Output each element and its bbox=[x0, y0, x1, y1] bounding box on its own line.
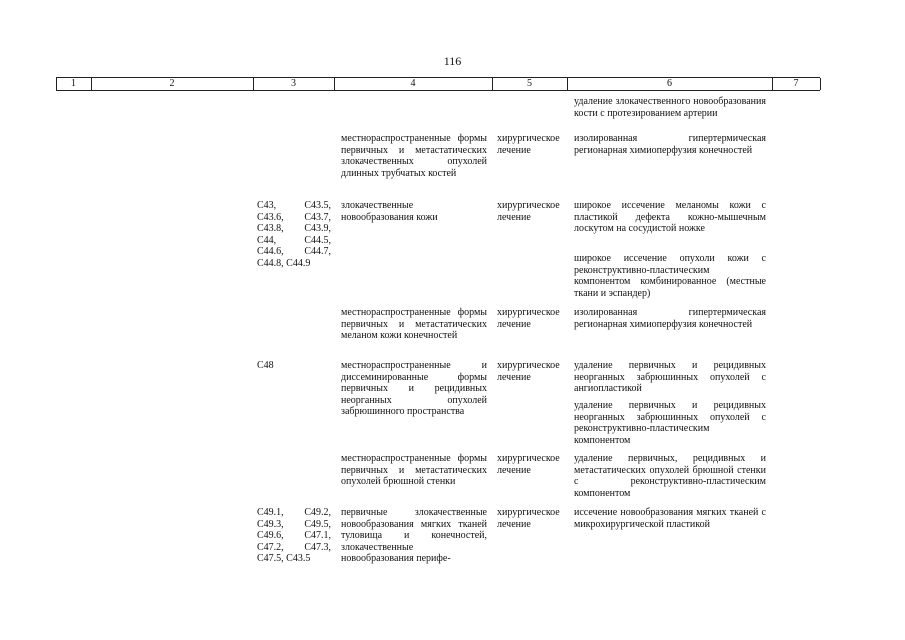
icd-codes-cell: C43, C43.5, C43.6, C43.7, C43.8, C43.9, C44, C44.5, C44.6, C44.7, C44.8, C44.9 bbox=[257, 200, 331, 269]
treatment-method: изолированная гипертермическая регионарная химиоперфузия конечностей bbox=[574, 133, 766, 156]
column-number-3: 3 bbox=[291, 78, 296, 89]
diagnosis-cell: местнораспространенные формы первичных и метастатических злокачественных опухолей длинных трубчатых костей bbox=[341, 133, 487, 179]
treatment-type-cell: хирургическое лечение bbox=[497, 200, 560, 223]
diagnosis-cell: первичные злокачественные новообразования мягких тканей туловища и конечностей, злокачественные новообразования перифе- bbox=[341, 507, 487, 564]
treatment-type-cell: хирургическое лечение bbox=[497, 507, 560, 530]
icd-codes-cell: C48 bbox=[257, 360, 274, 371]
header-bottom-rule bbox=[56, 90, 820, 91]
diagnosis-cell: злокачественные новообразования кожи bbox=[341, 200, 438, 223]
header-divider bbox=[820, 78, 821, 90]
column-number-7: 7 bbox=[793, 78, 799, 89]
column-number-1: 1 bbox=[71, 78, 76, 89]
treatment-type-cell: хирургическое лечение bbox=[497, 453, 560, 476]
treatment-method: широкое иссечение опухоли кожи с реконструктивно-пластическим компонентом комбинированное (местные ткани и эспандер) bbox=[574, 253, 766, 299]
column-number-6: 6 bbox=[667, 78, 672, 89]
column-number-4: 4 bbox=[410, 78, 416, 89]
treatment-method: удаление первичных, рецидивных и метастатических опухолей брюшной стенки с реконструктивно-пластическим компонентом bbox=[574, 453, 766, 499]
column-number-5: 5 bbox=[527, 78, 532, 89]
treatment-type-cell: хирургическое лечение bbox=[497, 307, 560, 330]
treatment-method: широкое иссечение меланомы кожи с пластикой дефекта кожно-мышечным лоскутом на сосудистой ножке bbox=[574, 200, 766, 234]
treatment-method: удаление злокачественного новообразования кости с протезированием артерии bbox=[574, 96, 766, 119]
diagnosis-cell: местнораспространенные формы первичных и метастатических опухолей брюшной стенки bbox=[341, 453, 487, 487]
treatment-method: иссечение новообразования мягких тканей с микрохирургической пластикой bbox=[574, 507, 766, 530]
treatment-method: изолированная гипертермическая регионарная химиоперфузия конечностей bbox=[574, 307, 766, 330]
treatment-type-cell: хирургическое лечение bbox=[497, 360, 560, 383]
diagnosis-cell: местнораспространенные и диссеминированные формы первичных и рецидивных неорганных опухолей забрюшинного пространства bbox=[341, 360, 487, 417]
diagnosis-cell: местнораспространенные формы первичных и метастатических меланом кожи конечностей bbox=[341, 307, 487, 341]
icd-codes-cell: C49.1, C49.2, C49.3, C49.5, C49.6, C47.1, C47.2, C47.3, C47.5, C43.5 bbox=[257, 507, 331, 564]
treatment-method: удаление первичных и рецидивных неорганных забрюшинных опухолей с ангиопластикой bbox=[574, 360, 766, 394]
column-number-2: 2 bbox=[169, 78, 175, 89]
treatment-type-cell: хирургическое лечение bbox=[497, 133, 560, 156]
page-number: 116 bbox=[443, 54, 462, 68]
treatment-method: удаление первичных и рецидивных неорганных забрюшинных опухолей с реконструктивно-пластическим компонентом bbox=[574, 400, 766, 446]
